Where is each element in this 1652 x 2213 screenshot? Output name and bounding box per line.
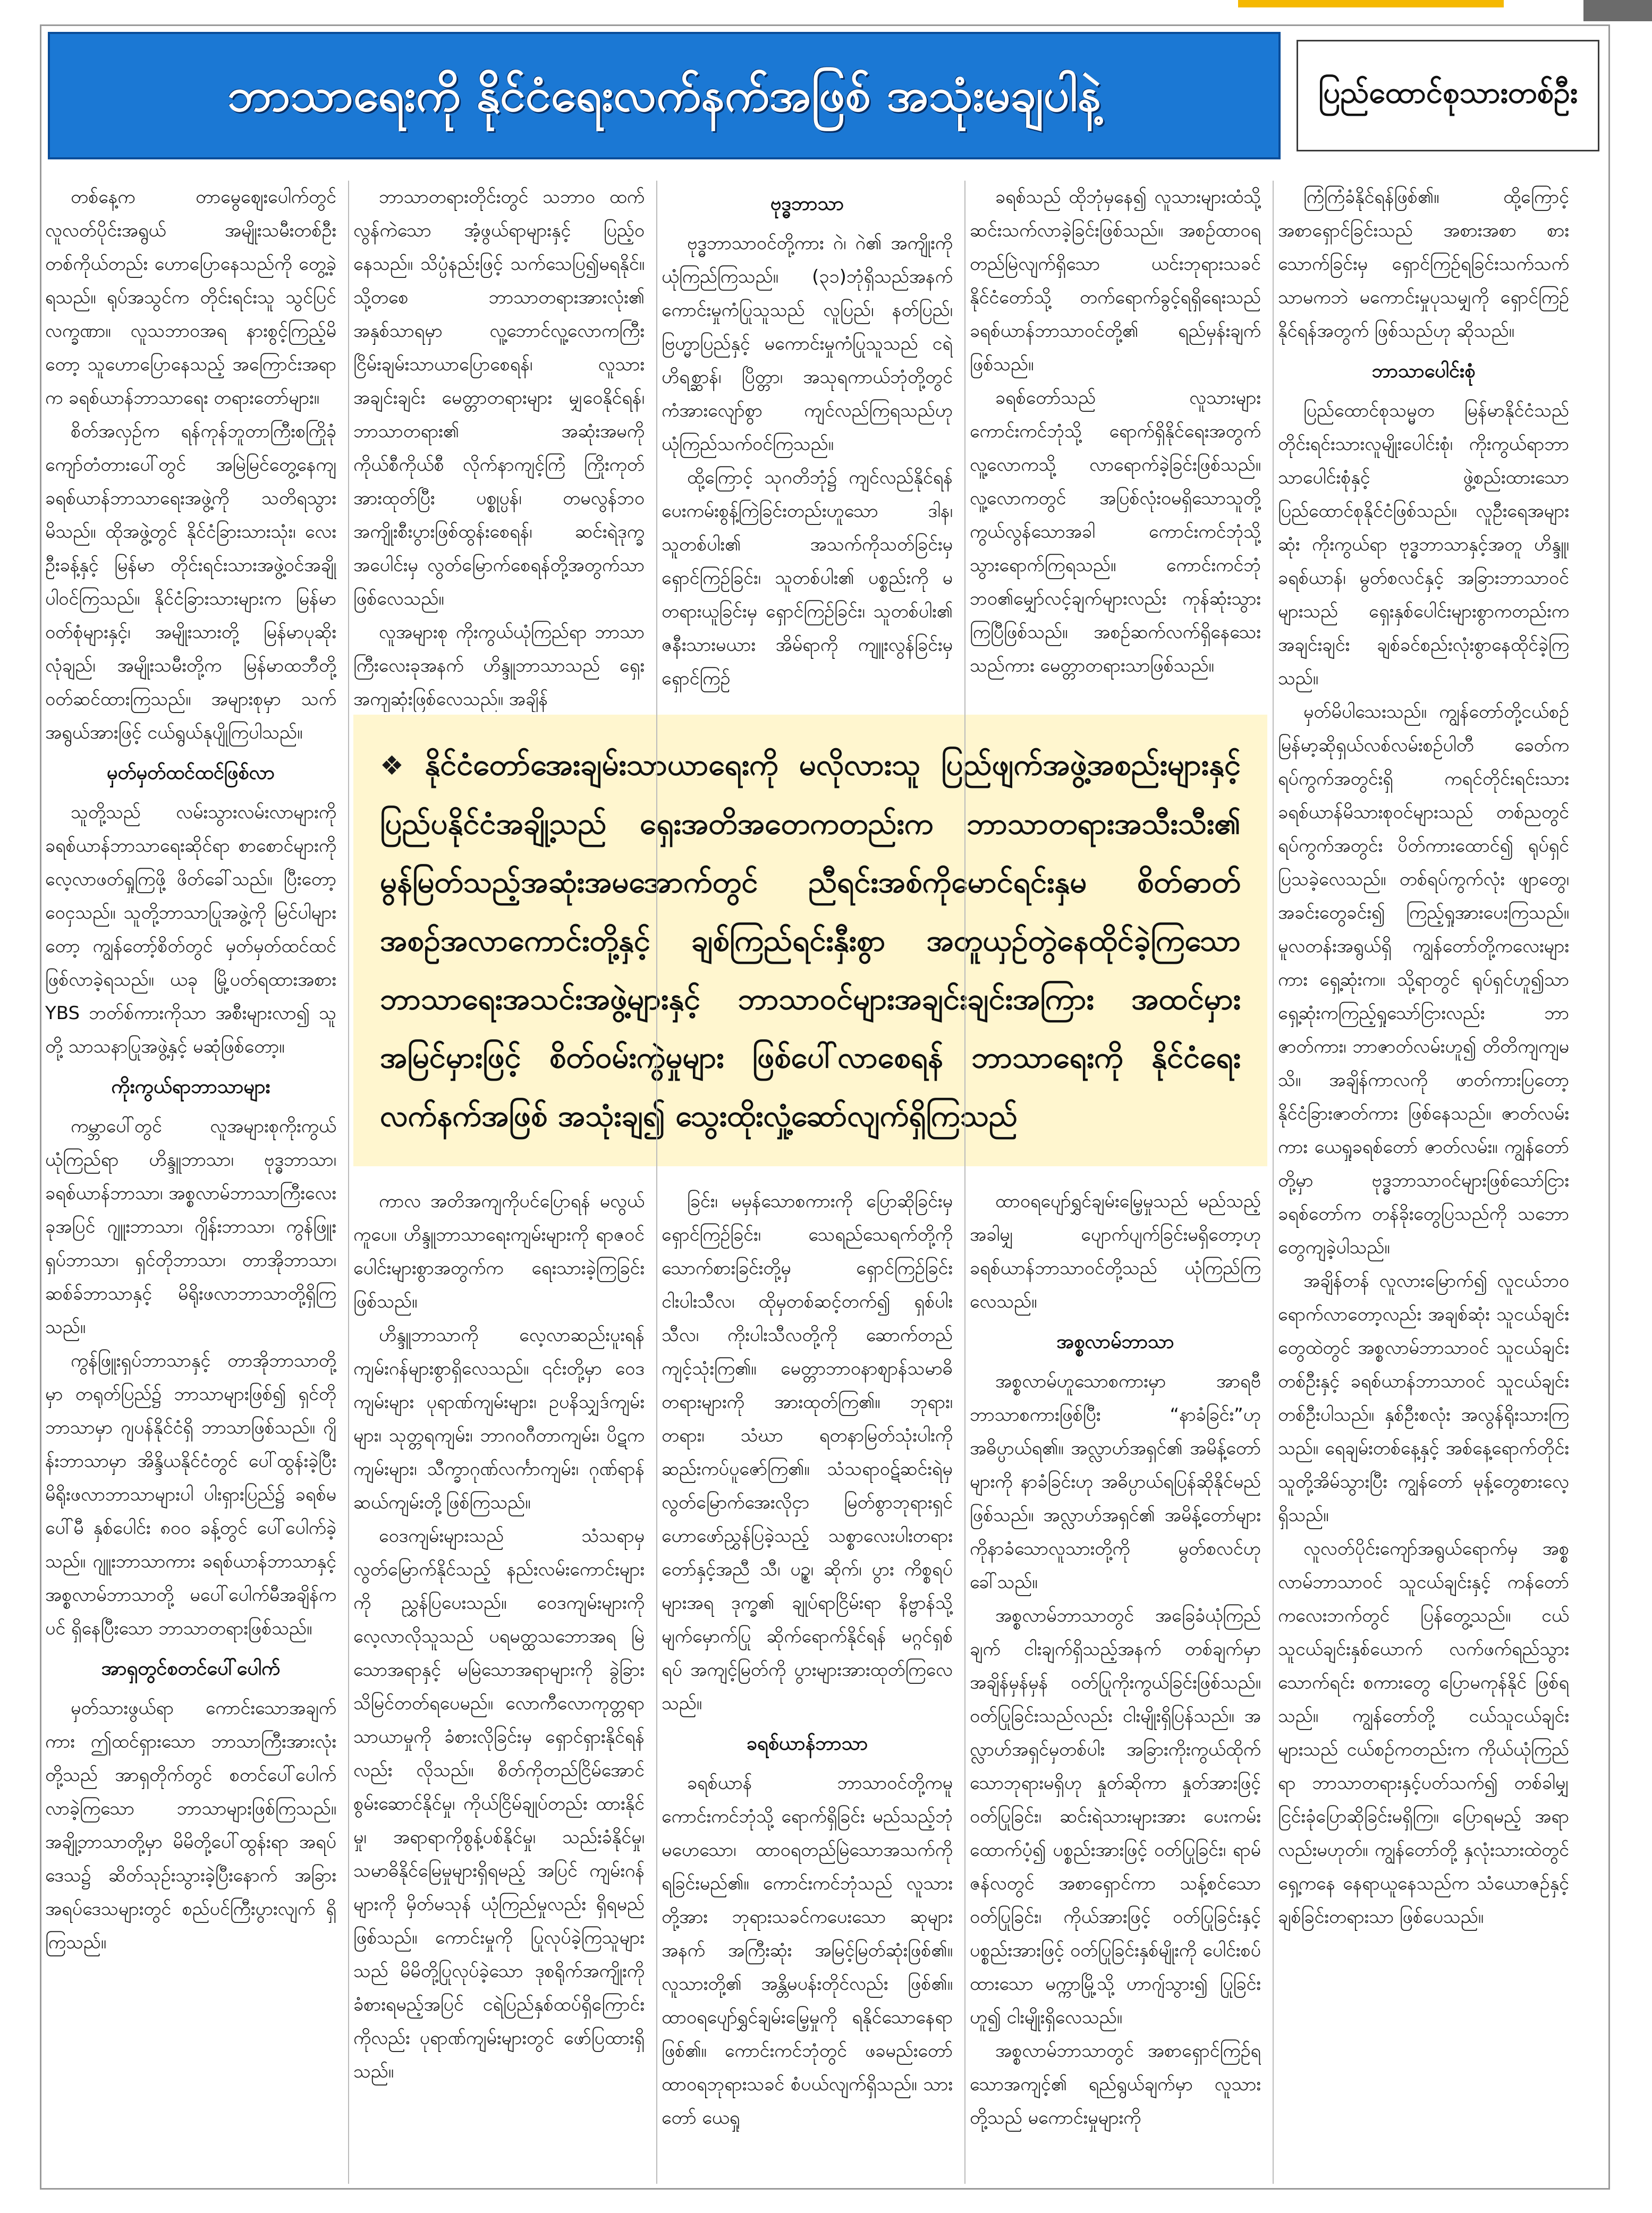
paragraph: ကြံကြံခံနိုင်ရန်ဖြစ်၏။ ထို့ကြောင့် အစာရှောင်ခြင်းသည် အစားအစာ စားသောက်ခြင်းမှ ရှောင်ကြဉ်ရခြင်းသက်သက်သာမကဘဲ မကောင်းမှုပုသမျှကို ရှောင်ကြဉ်နိုင်ရန်အတွက် ဖြစ်သည်ဟု ဆိုသည်။ (1278, 186, 1569, 342)
section-heading: ဘာသာပေါင်းစုံ (1371, 360, 1476, 382)
paragraph: လူလတ်ပိုင်းကျော်အရွယ်ရောက်မှ အစ္စလာမ်ဘာသာဝင် သူငယ်ချင်းနှင့် ကန်တော်ကလေးဘက်တွင် ပြန်တွေ့သည်။ ငယ်သူငယ်ချင်းနှစ်ယောက် လက်ဖက်ရည်သွားသောက်ရင်း စကားတွေ ပြောမကုန်နိုင် ဖြစ်ရသည်။ ကျွန်တော်တို့ ငယ်သူငယ်ချင်းများသည် ငယ်စဉ်ကတည်းက ကိုယ်ယုံကြည်ရာ ဘာသာတရားနှင့်ပတ်သက်၍ တစ်ခါမျှ ငြင်းခုံပြောဆိုခြင်းမရှိကြ။ ပြောရမည့် အရာလည်းမဟုတ်။ ကျွန်တော်တို့ နှလုံးသားထဲတွင် ရှေ့ကနေ နေရာယူနေသည်က သံယောဇဉ်နှင့် ချစ်ခြင်းတရားသာ ဖြစ်ပေသည်။ (1278, 1538, 1569, 1928)
paragraph: ခြင်း၊ မမှန်သောစကားကို ပြောဆိုခြင်းမှ ရှောင်ကြဉ်ခြင်း၊ သေရည်သေရက်တို့ကို သောက်စားခြင်းတို့မှ ရှောင်ကြဉ်ခြင်း ငါးပါးသီလ၊ ထိုမှတစ်ဆင့်တက်၍ ရှစ်ပါးသီလ၊ ကိုးပါးသီလတို့ကို ဆောက်တည်ကျင့်သုံးကြ၏။ မေတ္တာဘာဝနာစျာန်သမာဓိတရားများကို အားထုတ်ကြ၏။ ဘုရား၊ တရား၊ သံဃာ ရတနာမြတ်သုံးပါးကို ဆည်းကပ်ပူဇော်ကြ၏။ သံသရာဝဋ်ဆင်းရဲမှ လွတ်မြောက်အေးလိုငှာ မြတ်စွာဘုရားရှင် ဟောဖော်ညွှန်ပြခဲ့သည့် သစ္စာလေးပါးတရားတော်နှင့်အညီ သီ၊ ပဉ္စ၊ ဆိုက်၊ ပွား ကိစ္စရပ်များအရ ဒုက္ခ၏ ချုပ်ရာငြိမ်းရာ နိဗ္ဗာန်သို့ မျက်မှောက်ပြု ဆိုက်ရောက်နိုင်ရန် မဂ္ဂင်ရှစ်ရပ် အကျင့်မြတ်ကို ပွားများအားထုတ်ကြလေသည်။ (662, 1191, 953, 1714)
column-divider (964, 181, 965, 2184)
paragraph: ဘာသာတရားတိုင်းတွင် သဘာဝ ထက်လွန်ကဲသော အံ့ဖွယ်ရာများနှင့် ပြည့်ဝနေသည်။ သိပ္ပံနည်းဖြင့် သက်သေပြ၍မရနိုင်။ သို့တစေ ဘာသာတရားအားလုံး၏ အနှစ်သာရမှာ လူ့ဘောင်လူ့လောကကြီး ငြိမ်းချမ်းသာယာပြောစေရန်၊ လူသားအချင်းချင်း မေတ္တာတရားများ မျှဝေနိုင်ရန်၊ ဘာသာတရား၏ အဆုံးအမကို ကိုယ်စီကိုယ်စီ လိုက်နာကျင့်ကြံ ကြိုးကုတ်အားထုတ်ပြီး ပစ္စုပ္ပန်၊ တမလွန်ဘဝ အကျိုးစီးပွားဖြစ်ထွန်းစေရန်၊ ဆင်းရဲဒုက္ခအပေါင်းမှ လွတ်မြောက်စေရန်တို့အတွက်သာ ဖြစ်လေသည်။ (353, 186, 645, 609)
paragraph: အချိန်တန် လူလားမြောက်၍ လူငယ်ဘဝ ရောက်လာတော့လည်း အချစ်ဆုံး သူငယ်ချင်းတွေထဲတွင် အစ္စလာမ်ဘာသာဝင် သူငယ်ချင်းတစ်ဦးနှင့် ခရစ်ယာန်ဘာသာဝင် သူငယ်ချင်းတစ်ဦးပါသည်။ နှစ်ဦးစလုံး အလွန်ရိုးသားကြသည်။ ရေချမ်းတစ်နေ့နှင့် အစ်နေ့ရောက်တိုင်း သူတို့အိမ်သွားပြီး ကျွန်တော် မုန့်တွေစားလေ့ရှိသည်။ (1278, 1270, 1569, 1526)
paragraph: အစ္စလာမ်ဟူသောစကားမှာ အာရဗီဘာသာစကားဖြစ်ပြီး “နာခံခြင်း”ဟု အဓိပ္ပာယ်ရ၏။ အလ္လာဟ်အရှင်၏ အမိန့်တော်များကို နာခံခြင်းဟု အဓိပ္ပာယ်ရပြန်ဆိုနိုင်မည်ဖြစ်သည်။ အလ္လာဟ်အရှင်၏ အမိန့်တော်များကိုနာခံသောလူသားတို့ကို မွတ်စလင်ဟုခေါ်သည်။ (970, 1371, 1261, 1593)
paragraph: ဟိန္ဒူဘာသာကို လေ့လာဆည်းပူးရန် ကျမ်းဂန်များစွာရှိလေသည်။ ၎င်းတို့မှာ ဝေဒကျမ်းများ ပုရာဏ်ကျမ်းများ၊ ဥပနိသျှဒ်ကျမ်းများ၊ သုတ္တရကျမ်း၊ ဘာဂဝဂီတာကျမ်း၊ ပိဋကကျမ်းများ၊ သီက္ခာဂုဏ်လင်္ကာကျမ်း၊ ဂုဏ်ရာန်ဆယ်ကျမ်းတို့ဖြစ်ကြသည်။ (353, 1325, 645, 1513)
section-heading: ကိုးကွယ်ရာဘာသာများ (111, 1076, 270, 1098)
article-column-3 (662, 181, 953, 712)
paragraph: ကမ္ဘာပေါ်တွင် လူအများစုကိုးကွယ်ယုံကြည်ရာ ဟိန္ဒူဘာသာ၊ ဗုဒ္ဓဘာသာ၊ ခရစ်ယာန်ဘာသာ၊ အစ္စလာမ်ဘာသာကြီးလေးခုအပြင် ဂျူးဘာသာ၊ ဂျိန်းဘာသာ၊ ကွန်ဖြူးရှပ်ဘာသာ၊ ရှင်တိုဘာသာ၊ တာအိုဘာသာ၊ ဆစ်ခ်ဘာသာနှင့် မိရိုးဖလာဘာသာတို့ရှိကြသည်။ (45, 1116, 336, 1338)
paragraph: ထို့ကြောင့် သုဂတိဘုံ၌ ကျင်လည်နိုင်ရန် ပေးကမ်းစွန့်ကြဲခြင်းတည်းဟူသော ဒါန၊ သူတစ်ပါး၏ အသက်ကိုသတ်ခြင်းမှရှောင်ကြဉ်ခြင်း၊ သူတစ်ပါး၏ ပစ္စည်းကို မတရားယူခြင်းမှ ရှောင်ကြဉ်ခြင်း၊ သူတစ်ပါး၏ ဇနီးသားမယား အိမ်ရာကို ကျူးလွန်ခြင်းမှ ရှောင်ကြဉ် (662, 467, 953, 689)
paragraph: စိတ်အလှဉ်က ရန်ကုန်ဘူတာကြီးစကြိုခုံကျော်တံတားပေါ်တွင် အမြဲမြင်တွေ့နေကျ ခရစ်ယာန်ဘာသာရေးအဖွဲ့ကို သတိရသွားမိသည်။ ထိုအဖွဲ့တွင် နိုင်ငံခြားသားသုံး၊ လေးဦးခန့်နှင့် မြန်မာ တိုင်းရင်းသားအဖွဲ့ဝင်အချို့ ပါဝင်ကြသည်။ နိုင်ငံခြားသားများက မြန်မာဝတ်စုံများနှင့်၊ အမျိုးသားတို့ မြန်မာပုဆိုးလုံချည်၊ အမျိုးသမီးတို့က မြန်မာထဘီတို့ ဝတ်ဆင်ထားကြသည်။ အများစုမှာ သက်အရွယ်အားဖြင့် ငယ်ရွယ်နုပျိုကြပါသည်။ (45, 421, 336, 743)
article-column-2-lower (353, 1185, 645, 2184)
article-column-5 (1278, 181, 1569, 2184)
paragraph: အစ္စလာမ်ဘာသာတွင် အခြေခံယုံကြည်ချက် ငါးချက်ရှိသည့်အနက် တစ်ချက်မှာ အချိန်မှန်မှန် ဝတ်ပြုကိုးကွယ်ခြင်းဖြစ်သည်။ ဝတ်ပြုခြင်းသည်လည်း ငါးမျိုးရှိပြန်သည်။ အလ္လာဟ်အရှင်မှတစ်ပါး အခြားကိုးကွယ်ထိုက်သောဘုရားမရှိဟု နှုတ်ဆိုကာ နှုတ်အားဖြင့် ဝတ်ပြုခြင်း၊ ဆင်းရဲသားများအား ပေးကမ်းထောက်ပံ့၍ ပစ္စည်းအားဖြင့် ဝတ်ပြုခြင်း၊ ရာမ်ဇန်လတွင် အစာရှောင်ကာ သန့်စင်သောဝတ်ပြုခြင်း၊ ကိုယ်အားဖြင့် ဝတ်ပြုခြင်းနှင့် ပစ္စည်းအားဖြင့် ဝတ်ပြုခြင်းနှစ်မျိုးကို ပေါင်းစပ်ထားသော မက္ကာမြို့သို့ ဟာဂျ်သွား၍ ပြုခြင်းဟူ၍ ငါးမျိုးရှိလေသည်။ (970, 1605, 1261, 2028)
column-divider (348, 181, 349, 2184)
diamond-bullet-icon: ❖ (380, 750, 414, 781)
article-column-2 (353, 181, 645, 712)
paragraph: ခရစ်ယာန် ဘာသာဝင်တို့ကမူ ကောင်းကင်ဘုံသို့ ရောက်ရှိခြင်း မည်သည့်ဘုံ မဟေသော၊ ထာဝရတည်မြဲသောအသက်ကို ရခြင်းမည်၏။ ကောင်းကင်ဘုံသည် လူသားတို့အား ဘုရားသခင်ကပေးသော ဆုများအနက် အကြီးဆုံး အမြင့်မြတ်ဆုံးဖြစ်၏။ လူသားတို့၏ အန္တိမပန်းတိုင်လည်း ဖြစ်၏။ ထာဝရပျော်ရွှင်ချမ်းမြေ့မှုကို ရနိုင်သောနေရာဖြစ်၏။ ကောင်းကင်ဘုံတွင် ဖခမည်းတော် ထာဝရဘုရားသခင် စံပယ်လျက်ရှိသည်။ သားတော် ယေရှု (662, 1773, 953, 2129)
paragraph: သူတို့သည် လမ်းသွားလမ်းလာများကို ခရစ်ယာန်ဘာသာရေးဆိုင်ရာ စာစောင်များကို လေ့လာဖတ်ရှုကြဖို့ ဖိတ်ခေါ်သည်။ ပြီးတော့ ဝေငှသည်။ သူတို့ဘာသာပြုအဖွဲ့ကို မြင်ပါများတော့ ကျွန်တော့်စိတ်တွင် မှတ်မှတ်ထင်ထင်ဖြစ်လာခဲ့ရသည်။ ယခု မြို့ပတ်ရထားအစား YBS ဘတ်စ်ကားကိုသာ အစီးများလာ၍ သူတို့ သာသနာပြုအဖွဲ့နှင့် မဆုံဖြစ်တော့။ (45, 802, 336, 1057)
top-corner-block (1583, 0, 1652, 21)
article-column-4 (970, 181, 1261, 712)
paragraph: ကာလ အတိအကျကိုပင်ပြောရန် မလွယ်ကူပေ။ ဟိန္ဒူဘာသာရေးကျမ်းများကို ရာဇဝင်ပေါင်းများစွာအတွက်က ရေးသားခဲ့ကြခြင်းဖြစ်သည်။ (353, 1191, 645, 1312)
pull-quote-text: နိုင်ငံတော်အေးချမ်းသာယာရေးကို မလိုလားသူ ပြည်ဖျက်အဖွဲ့အစည်းများနှင့် ပြည်ပနိုင်ငံအချို့သည် ရှေးအတိအတေကတည်းက ဘာသာတရားအသီးသီး၏ မွန်မြတ်သည့်အဆုံးအမအောက်တွင် ညီရင်းအစ်ကိုမောင်ရင်းနှမ စိတ်ဓာတ်အစဉ်အလာကောင်းတို့နှင့် ချစ်ကြည်ရင်းနှီးစွာ အတူယှဉ်တွဲနေထိုင်ခဲ့ကြသော ဘာသာရေးအသင်းအဖွဲ့များနှင့် ဘာသာဝင်များအချင်းချင်းအကြား အထင်မှားအမြင်မှားဖြင့် စိတ်ဝမ်းကွဲမှုများ ဖြစ်ပေါ်လာစေရန် ဘာသာရေးကို နိုင်ငံရေးလက်နက်အဖြစ် အသုံးချ၍ သွေးထိုးလှုံ့ဆော်လျက်ရှိကြသည် (380, 748, 1241, 1133)
paragraph: ထာဝရပျော်ရွှင်ချမ်းမြေ့မှုသည် မည်သည့်အခါမျှ ပျောက်ပျက်ခြင်းမရှိတော့ဟု ခရစ်ယာန်ဘာသာဝင်တို့သည် ယုံကြည်ကြလေသည်။ (970, 1191, 1261, 1312)
section-heading: မှတ်မှတ်ထင်ထင်ဖြစ်လာ (106, 762, 275, 784)
author-box (1297, 40, 1599, 151)
column-divider (1273, 181, 1274, 2184)
section-heading: အစ္စလာမ်ဘာသာ (1056, 1331, 1174, 1353)
section-heading: အာရှတွင်စတင်ပေါ်ပေါက် (101, 1658, 281, 1680)
paragraph: ပြည်ထောင်စုသမ္မတ မြန်မာနိုင်ငံသည် တိုင်းရင်းသားလူမျိုးပေါင်းစုံ၊ ကိုးကွယ်ရာဘာသာပေါင်းစုံနှင့် ဖွဲ့စည်းထားသော ပြည်ထောင်စုနိုင်ငံဖြစ်သည်။ လူဦးရေအများဆုံး ကိုးကွယ်ရာ ဗုဒ္ဓဘာသာနှင့်အတူ ဟိန္ဒူ၊ ခရစ်ယာန်၊ မွတ်စလင်နှင့် အခြားဘာသာဝင်များသည် ရှေးနှစ်ပေါင်းများစွာကတည်းက အချင်းချင်း ချစ်ခင်စည်းလုံးစွာနေထိုင်ခဲ့ကြသည်။ (1278, 400, 1569, 689)
section-heading: ဗုဒ္ဓဘာသာ (770, 193, 844, 215)
pull-quote-box (353, 715, 1267, 1166)
paragraph: တစ်နေ့က တာမွေဈေးပေါက်တွင် လူလတ်ပိုင်းအရွယ် အမျိုးသမီးတစ်ဦး တစ်ကိုယ်တည်း ဟောပြောနေသည်ကို တွေ့ခဲ့ရသည်။ ရုပ်အသွင်က တိုင်းရင်းသူ သွင်ပြင်လက္ခဏာ။ လူသဘာဝအရ နားစွင့်ကြည့်မိတော့ သူဟောပြောနေသည့် အကြောင်းအရာ က ခရစ်ယာန်ဘာသာရေး တရားတော်များ။ (45, 186, 336, 409)
top-accent-bar (1238, 0, 1504, 7)
paragraph: ခရစ်သည် ထိုဘုံမှနေ၍ လူသားများထံသို့ ဆင်းသက်လာခဲ့ခြင်းဖြစ်သည်။ အစဉ်ထာဝရတည်မြဲလျက်ရှိသော ယင်းဘုရားသခင် နိုင်ငံတော်သို့ တက်ရောက်ခွင့်ရရှိရေးသည် ခရစ်ယာန်ဘာသာဝင်တို့၏ ရည်မှန်းချက်ဖြစ်သည်။ (970, 186, 1261, 375)
paragraph: မှတ်သားဖွယ်ရာ ကောင်းသောအချက်ကား ဤထင်ရှားသော ဘာသာကြီးအားလုံးတို့သည် အာရှတိုက်တွင် စတင်ပေါ်ပေါက်လာခဲ့ကြသော ဘာသာများဖြစ်ကြသည်။ အချို့ဘာသာတို့မှာ မိမိတို့ပေါ်ထွန်းရာ အရပ်ဒေသ၌ ဆိတ်သုဉ်းသွားခဲ့ပြီးနောက် အခြားအရပ်ဒေသများတွင် စည်ပင်ကြီးပွားလျက် ရှိကြသည်။ (45, 1698, 336, 1953)
author-name: ပြည်ထောင်စုသားတစ်ဦး (1318, 75, 1578, 110)
section-heading: ခရစ်ယာန်ဘာသာ (746, 1733, 868, 1754)
paragraph: လူအများစု ကိုးကွယ်ယုံကြည်ရာ ဘာသာကြီးလေးခုအနက် ဟိန္ဒူဘာသာသည် ရှေးအကျဆုံးဖြစ်လေသည်။ အချိန် (353, 622, 645, 710)
column-divider (656, 181, 657, 2184)
article-column-1 (45, 181, 336, 2184)
pull-quote (380, 736, 1241, 1146)
paragraph: ကွန်ဖြူးရှပ်ဘာသာနှင့် တာအိုဘာသာတို့မှာ တရုတ်ပြည်၌ ဘာသာများဖြစ်၍ ရှင်တိုဘာသာမှာ ဂျပန်နိုင်ငံရှိ ဘာသာဖြစ်သည်။ ဂျိန်းဘာသာမှာ အိန္ဒိယနိုင်ငံတွင် ပေါ်ထွန်းခဲ့ပြီး မိရိုးဖလာဘာသာများပါ ပါးရှားပြည်၌ ခရစ်မပေါ်မီ နှစ်ပေါင်း ၈၀၀ ခန့်တွင် ပေါ်ပေါက်ခဲ့သည်။ ဂျူးဘာသာကား ခရစ်ယာန်ဘာသာနှင့် အစ္စလာမ်ဘာသာတို့ မပေါ်ပေါက်မီအချိန်ကပင် ရှိနေပြီးသော ဘာသာတရားဖြစ်သည်။ (45, 1350, 336, 1639)
paragraph: အစ္စလာမ်ဘာသာတွင် အစာရှောင်ကြဉ်ရသောအကျင့်၏ ရည်ရွယ်ချက်မှာ လူသားတို့သည် မကောင်းမှုများကို (970, 2040, 1261, 2129)
paragraph: မှတ်မိပါသေးသည်။ ကျွန်တော်တို့ငယ်စဉ် မြန်မာ့ဆိုရှယ်လစ်လမ်းစဉ်ပါတီ ခေတ်က ရပ်ကွက်အတွင်းရှိ ကရင်တိုင်းရင်းသားခရစ်ယာန်မိသားစုဝင်များသည် တစ်ညတွင် ရပ်ကွက်အတွင်း ပိတ်ကားထောင်၍ ရုပ်ရှင်ပြသခဲ့လေသည်။ တစ်ရပ်ကွက်လုံး ဖျာတွေ၊ အခင်းတွေခင်း၍ ကြည့်ရှုအားပေးကြသည်။ မူလတန်းအရွယ်ရှိ ကျွန်တော်တို့ကလေးများကား ရှေ့ဆုံးက။ သို့ရာတွင် ရုပ်ရှင်ဟူ၍သာ ရှေ့ဆုံးကကြည့်ရှုသော်ငြားလည်း ဘာဇာတ်ကား၊ ဘာဇာတ်လမ်းဟူ၍ တိတိကျကျမသိ။ အချိန်ကာလကို ဖာတ်ကားပြတော့ နိုင်ငံခြားဇာတ်ကား ဖြစ်နေသည်။ ဇာတ်လမ်းကား ယေရှုခရစ်တော် ဇာတ်လမ်း။ ကျွန်တော်တို့မှာ ဗုဒ္ဓဘာသာဝင်များဖြစ်သော်ငြား ခရစ်တော်က တန်ခိုးတွေပြသည်ကို သဘောတွေကျခဲ့ပါသည်။ (1278, 701, 1569, 1258)
article-column-4-lower (970, 1185, 1261, 2184)
paragraph: ဗုဒ္ဓဘာသာဝင်တို့ကား ဂဲ၊ ဂဲ၏ အကျိုးကို ယုံကြည်ကြသည်။ (၃၁)ဘုံရှိသည်အနက် ကောင်းမှုကံပြုသူသည် လူပြည်၊ နတ်ပြည်၊ ဗြဟ္မာပြည်နှင့် မကောင်းမှုကံပြုသူသည် ငရဲ ဟိရစ္ဆာန်၊ ပြိတ္တာ၊ အသုရကာယ်ဘုံတို့တွင် ကံအားလျော်စွာ ကျင်လည်ကြရသည်ဟု ယုံကြည်သက်ဝင်ကြသည်။ (662, 233, 953, 455)
paragraph: ဝေဒကျမ်းများသည် သံသရာမှ လွတ်မြောက်နိုင်သည့် နည်းလမ်းကောင်းများကို ညွှန်ပြပေးသည်။ ဝေဒကျမ်းများကို လေ့လာလိုသူသည် ပရမတ္ထသဘောအရ မြဲသောအရာနှင့် မမြဲသောအရာများကို ခွဲခြားသိမြင်တတ်ရပေမည်။ လောကီလောကုတ္တရာ သာယာမှုကို ခံစားလိုခြင်းမှ ရှောင်ရှားနိုင်ရန်လည်း လိုသည်။ စိတ်ကိုတည်ငြိမ်အောင် စွမ်းဆောင်နိုင်မှု၊ ကိုယ်ငြိမ်ချုပ်တည်း ထားနိုင်မှု၊ အရာရာကိုစွန့်ပစ်နိုင်မှု၊ သည်းခံနိုင်မှု၊ သမာဓိနိုင်မြေမှုများရှိရမည့် အပြင် ကျမ်းဂန်များကို မှိတ်မသုန် ယုံကြည်မှုလည်း ရှိရမည်ဖြစ်သည်။ ကောင်းမှုကို ပြုလုပ်ခဲ့ကြသူများသည် မိမိတို့ပြုလုပ်ခဲ့သော ဒုစရိုက်အကျိုးကို ခံစားရမည့်အပြင် ငရဲပြည်နှစ်ထပ်ရှိကြောင်းကိုလည်း ပုရာဏ်ကျမ်းများတွင် ဖော်ပြထားရှိသည်။ (353, 1525, 645, 2082)
headline-banner (48, 32, 1281, 159)
article-column-3-lower (662, 1185, 953, 2184)
headline: ဘာသာရေးကို နိုင်ငံရေးလက်နက်အဖြစ် အသုံးမချပါနဲ့ (227, 69, 1102, 122)
paragraph: ခရစ်တော်သည် လူသားများ ကောင်းကင်ဘုံသို့ ရောက်ရှိနိုင်ရေးအတွက် လူ့လောကသို့ လာရောက်ခဲ့ခြင်းဖြစ်သည်။ လူ့လောကတွင် အပြစ်လုံးဝမရှိသောသူတို့ ကွယ်လွန်သောအခါ ကောင်းကင်ဘုံသို့ သွားရောက်ကြရသည်။ ကောင်းကင်ဘုံ ဘဝ၏မျှော်လင့်ချက်များလည်း ကုန်ဆုံးသွားကြပြီဖြစ်သည်။ အစဉ်ဆက်လက်ရှိနေသေးသည်ကား မေတ္တာတရားသာဖြစ်သည်။ (970, 387, 1261, 676)
